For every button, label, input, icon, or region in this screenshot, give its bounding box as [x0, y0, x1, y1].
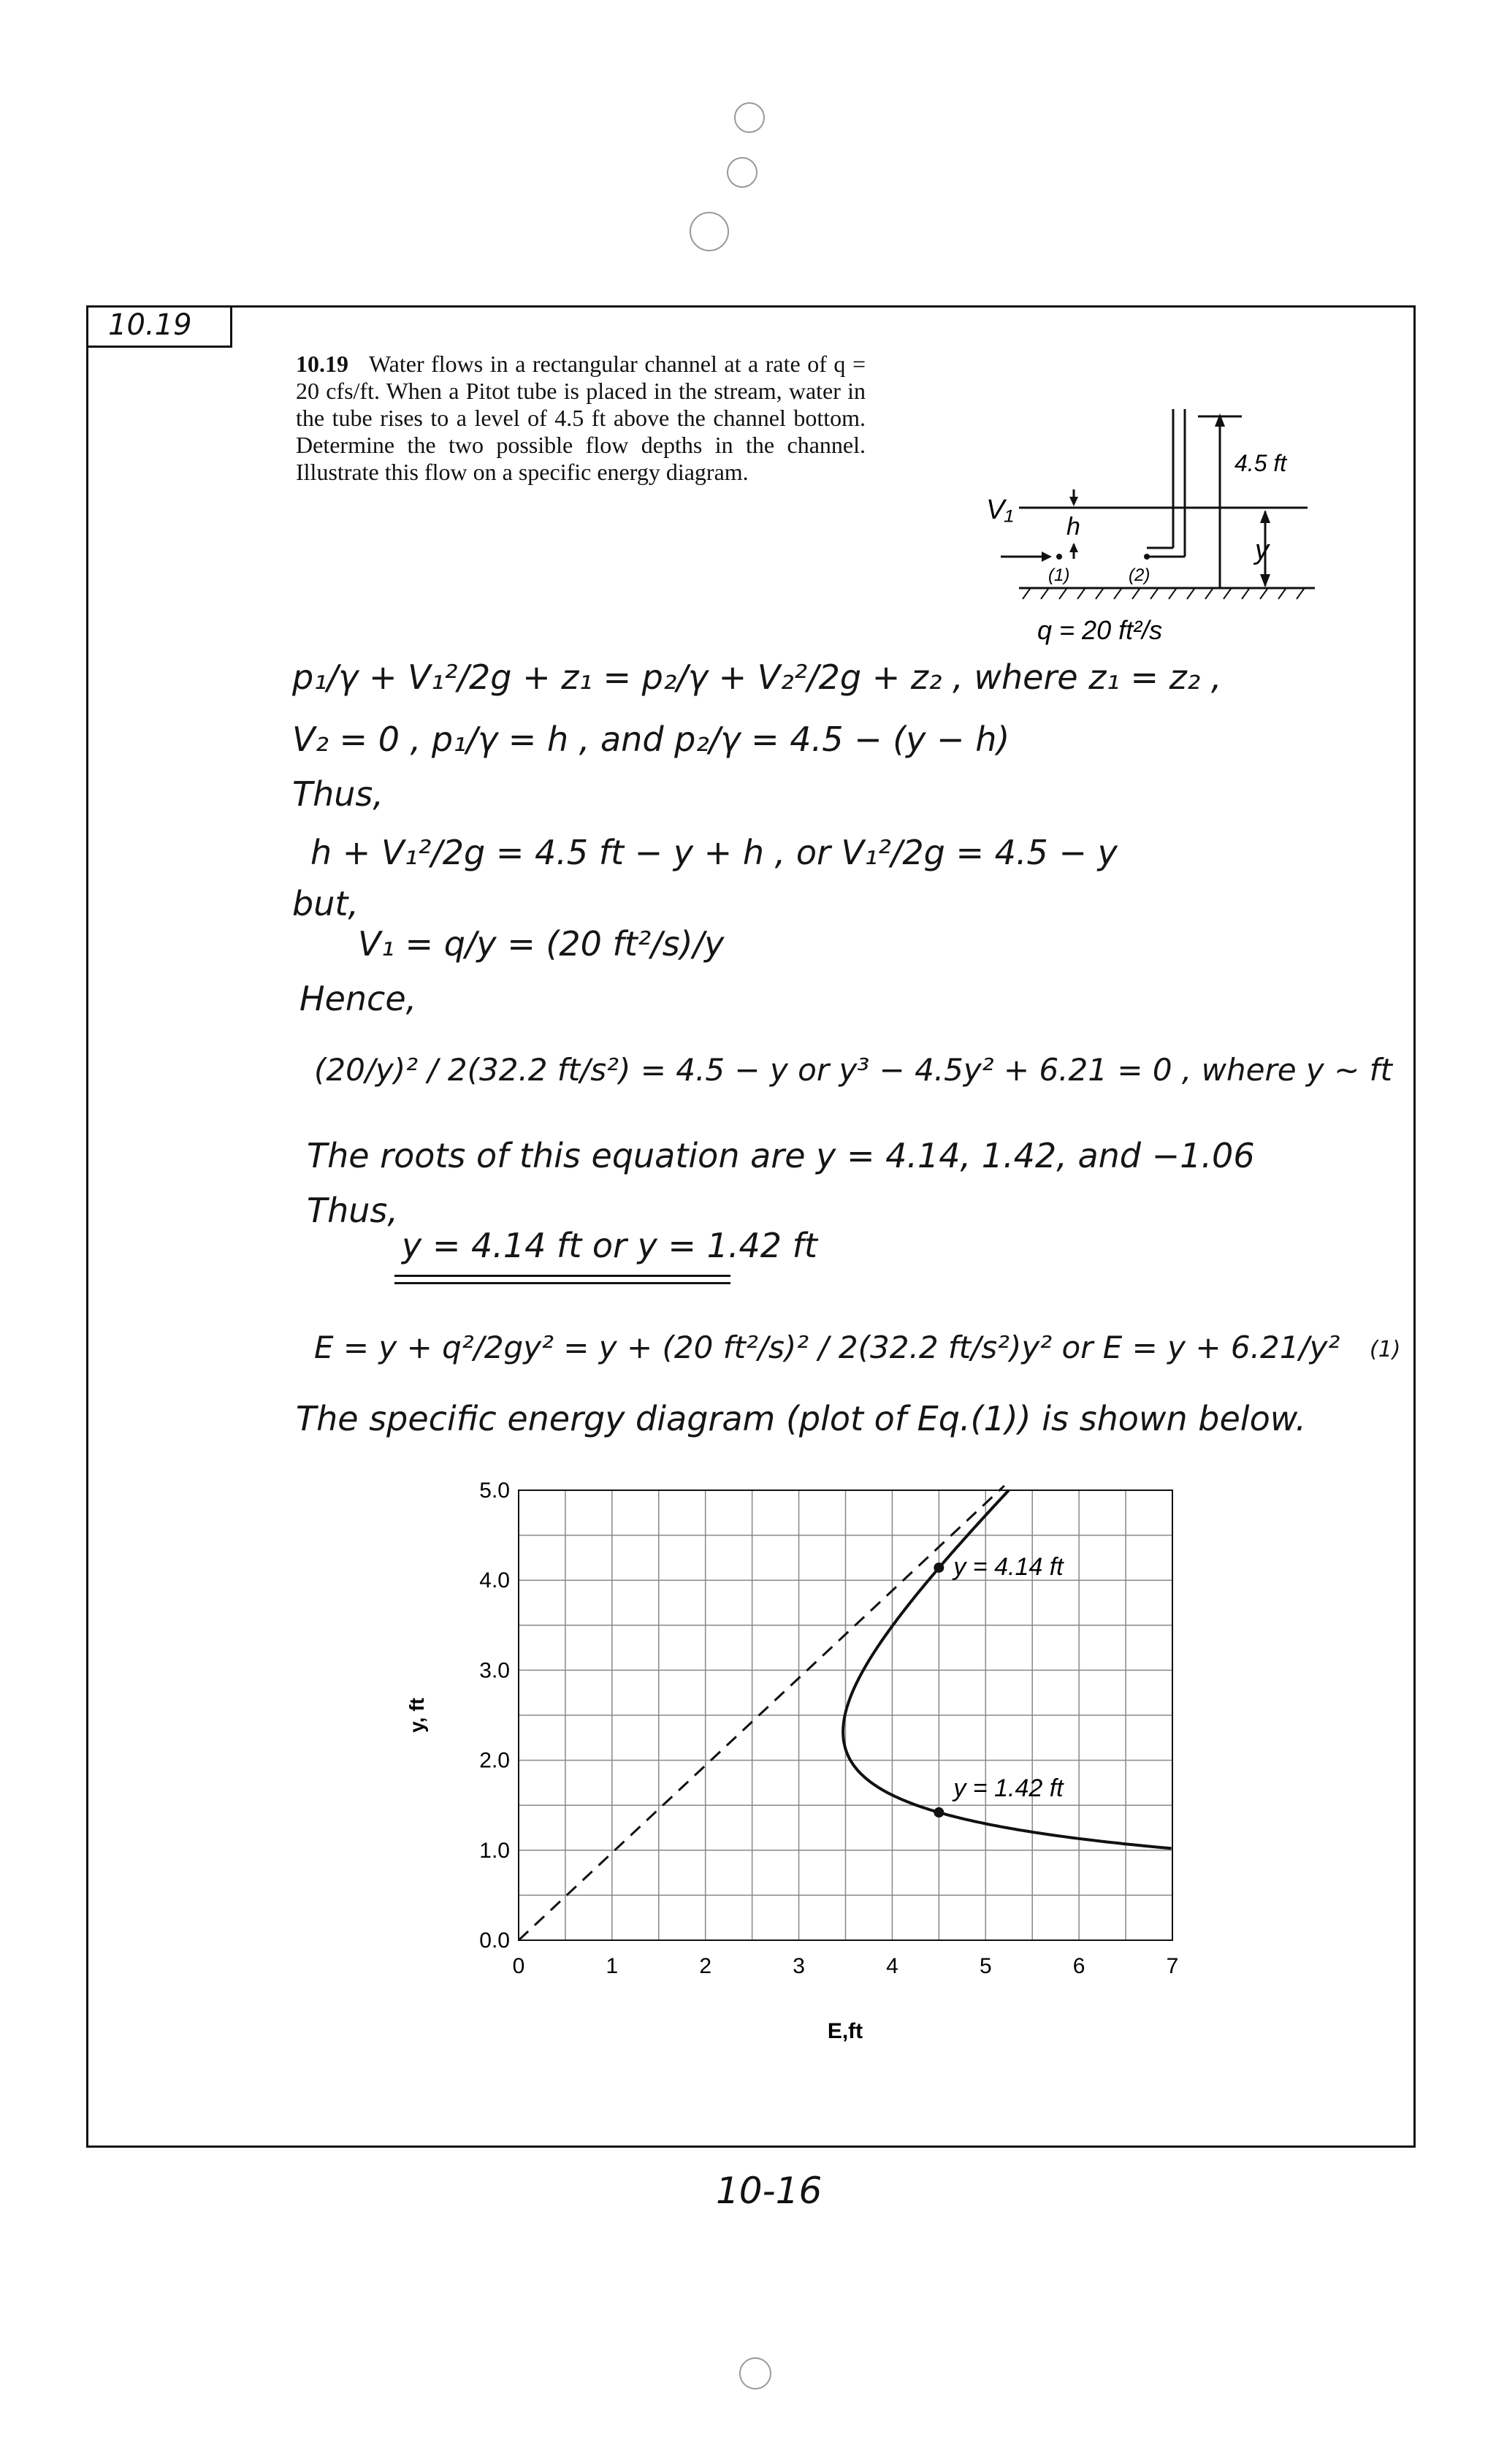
label-v1: V₁ — [986, 495, 1014, 525]
equation-label: (1) — [1370, 1337, 1401, 1362]
x-tick-label: 5 — [979, 1954, 992, 1978]
hence-label: Hence, — [299, 979, 417, 1018]
marked-point-label: y = 4.14 ft — [953, 1552, 1064, 1581]
answer: y = 4.14 ft or y = 1.42 ft — [402, 1226, 817, 1265]
solution-line-7: E = y + q²/2gy² = y + (20 ft²/s)² / 2(32.2 ft/s²)y² or E = y + 6.21/y² — [314, 1330, 1340, 1365]
x-tick-label: 6 — [1072, 1954, 1085, 1978]
y-tick-label: 2.0 — [479, 1748, 510, 1773]
x-tick-label: 2 — [699, 1954, 712, 1978]
thus-label-2: Thus, — [307, 1191, 398, 1230]
binder-hole — [734, 102, 765, 133]
page-number: 10-16 — [716, 2170, 823, 2212]
binder-hole — [690, 212, 729, 251]
marked-point-label: y = 1.42 ft — [953, 1774, 1064, 1803]
label-section-1: (1) — [1048, 565, 1070, 585]
x-tick-label: 0 — [512, 1954, 525, 1978]
binder-hole — [739, 2357, 771, 2389]
label-q: q = 20 ft²/s — [1037, 615, 1163, 645]
y-tick-label: 1.0 — [479, 1838, 510, 1863]
y-tick-label: 0.0 — [479, 1929, 510, 1953]
marked-point — [934, 1563, 944, 1573]
thus-label-1: Thus, — [292, 774, 383, 814]
x-tick-label: 7 — [1166, 1954, 1179, 1978]
but-label: but, — [292, 884, 359, 923]
specific-energy-chart — [380, 1461, 1256, 2060]
label-y: y — [1255, 535, 1269, 565]
label-h: h — [1066, 513, 1080, 541]
x-tick-label: 4 — [886, 1954, 898, 1978]
x-tick-label: 3 — [793, 1954, 805, 1978]
solution-line-4: V₁ = q/y = (20 ft²/s)/y — [358, 924, 725, 964]
solution-line-6: The roots of this equation are y = 4.14, 1.42, and −1.06 — [307, 1136, 1255, 1175]
pitot-figure — [979, 394, 1329, 657]
label-height: 4.5 ft — [1234, 450, 1287, 476]
y-tick-label: 3.0 — [479, 1658, 510, 1683]
x-axis-label: E,ft — [827, 2019, 863, 2043]
marked-point — [934, 1807, 944, 1818]
problem-tag: 10.19 — [86, 305, 232, 348]
answer-underline — [394, 1275, 730, 1277]
series-dashed-line — [519, 1486, 1004, 1940]
x-tick-label: 1 — [606, 1954, 619, 1978]
problem-number: 10.19 — [296, 351, 348, 377]
problem-text: Water flows in a rectangular channel at a rate of q = 20 cfs/ft. When a Pitot tube is placed in the stream, water in the tube rises to a level of 4.5 ft above the channel bottom. Determine the two possible flow depths in the channel. Illustrate this flow on a specific energy diagram. — [296, 351, 866, 485]
answer-underline-2 — [394, 1282, 730, 1284]
solution-line-5: (20/y)² / 2(32.2 ft/s²) = 4.5 − y or y³ − 4.5y² + 6.21 = 0 , where y ~ ft — [314, 1052, 1392, 1088]
solution-line-2: V₂ = 0 , p₁/γ = h , and p₂/γ = 4.5 − (y − h) — [292, 720, 1010, 759]
solution-line-8: The specific energy diagram (plot of Eq.(1)) is shown below. — [296, 1399, 1307, 1438]
label-section-2: (2) — [1129, 565, 1150, 585]
binder-hole — [727, 157, 757, 188]
y-tick-label: 4.0 — [479, 1568, 510, 1593]
y-tick-label: 5.0 — [479, 1479, 510, 1503]
solution-line-1: p₁/γ + V₁²/2g + z₁ = p₂/γ + V₂²/2g + z₂ , where z₁ = z₂ , — [292, 657, 1222, 697]
y-axis-label: y, ft — [405, 1698, 428, 1733]
problem-statement — [296, 351, 866, 486]
solution-line-3: h + V₁²/2g = 4.5 ft − y + h , or V₁²/2g = 4.5 − y — [310, 833, 1118, 872]
